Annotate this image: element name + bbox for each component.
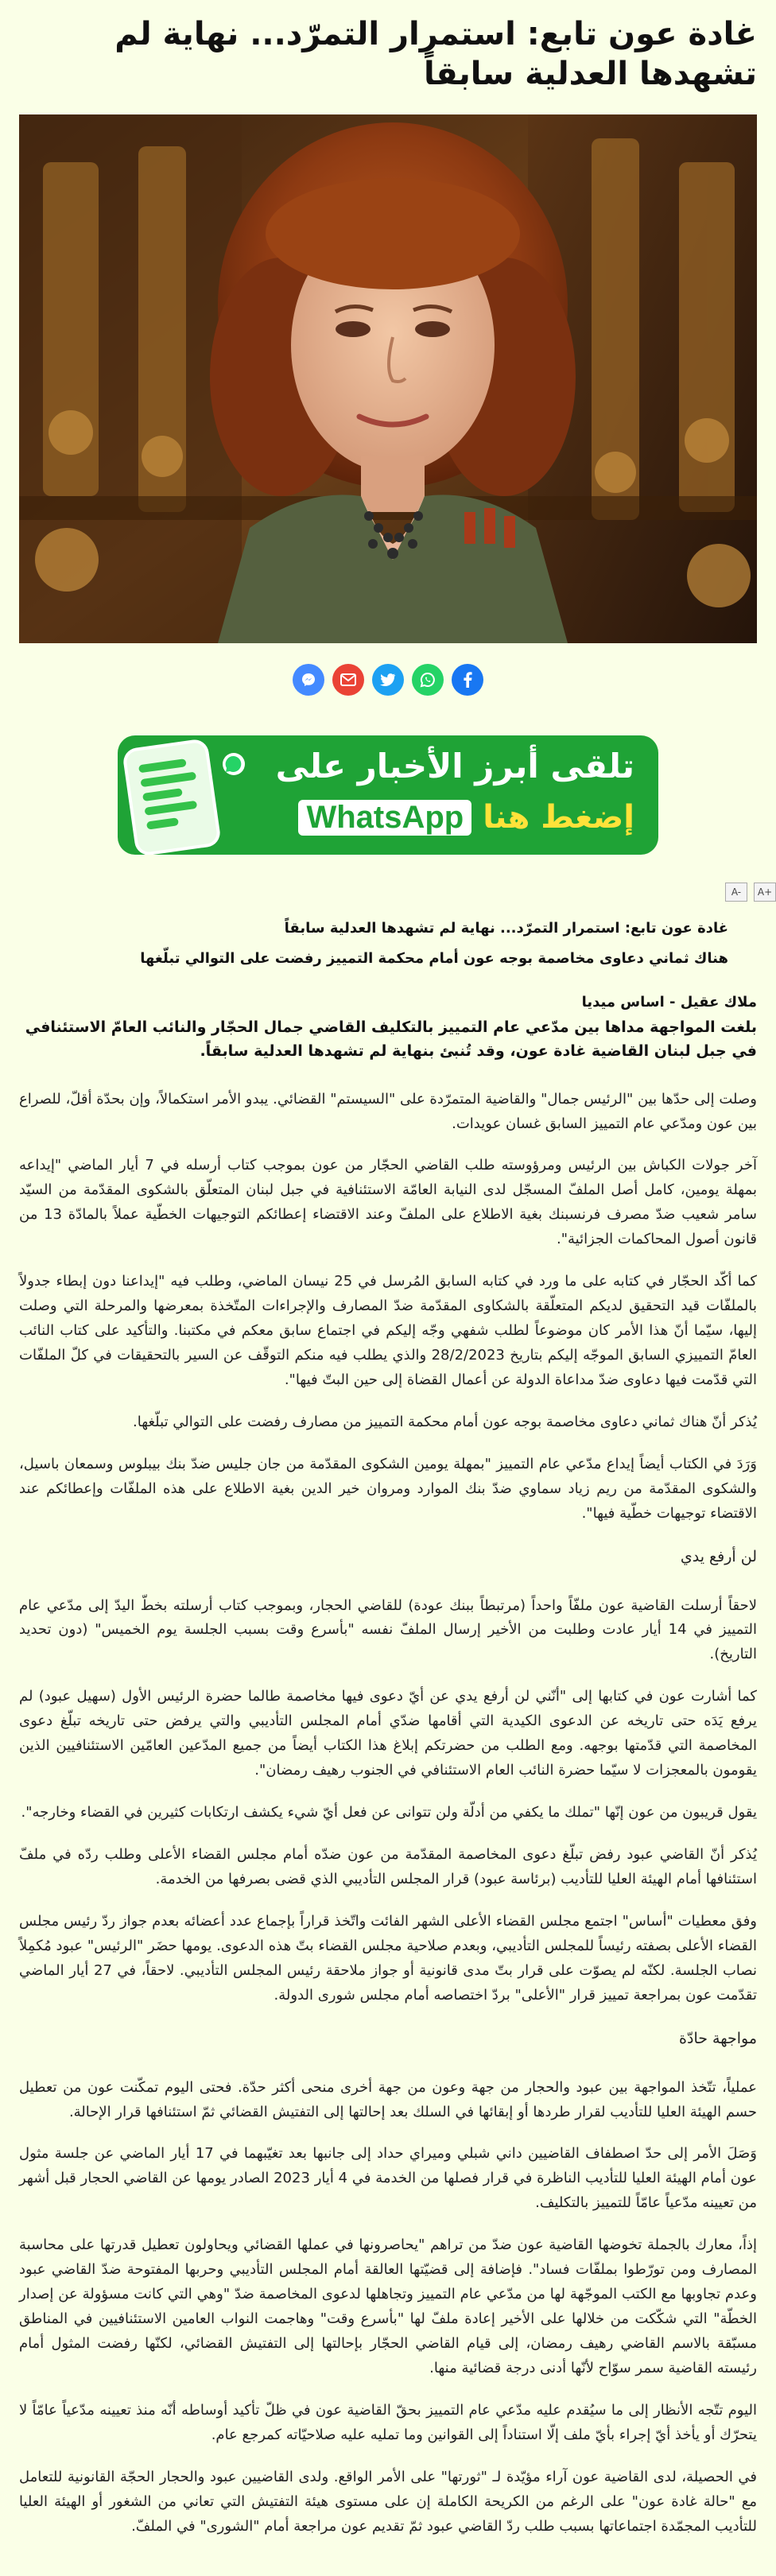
- paragraph: كما أشارت عون في كتابها إلى "أنّني لن أرفع يدي عن أيّ دعوى فيها مخاصمة طالما حضرة الرئيس الأول (سهيل عبود) لم يرفع يَدَه حتى تاريخه عن الدعوى الكيدية التي أقامها ضدّي أمام المجلس التأديبي والتي يرفض حتى تاريخه تبلّغ دعوى المخاصمة التي قدّمتها بوجهه. ومع الطلب من حضرتكم إبلاغ هذا الكتاب أيضاً من جميع المدّعين العامّين الاستئنافيين الذين يقومون بالمعجزات لا سيّما حضرة النائب العام الاستئنافي في الجنوب رهيف رمضان".: [19, 1688, 757, 1779]
- whatsapp-logo-icon: [223, 753, 245, 775]
- messenger-icon[interactable]: [293, 664, 324, 696]
- paragraph: لاحقاً أرسلت القاضية عون ملفّاً واحداً (مرتبطاً ببنك عودة) للقاضي الحجار، وبموجب كتاب أرسلته بخطّ اليدّ إلى مدّعي عام التمييز في 14 أيار عادت وطلبت من الأخير إرسال الملفّ نفسه "بأسرع وقت بسبب الجلسة يوم الخميس" (دون تحديد التاريخ).: [19, 1596, 757, 1663]
- portrait-illustration: [19, 114, 757, 643]
- font-decrease-button[interactable]: A-: [725, 883, 747, 902]
- email-icon[interactable]: [332, 664, 364, 696]
- paragraph: آخر جولات الكباش بين الرئيس ومرؤوسته طلب القاضي الحجّار من عون بموجب كتاب أرسله في 7 أيار الماضي "إيداعه بمهلة يومين، كامل أصل الملفّ المسجّل لدى النيابة العامّة الاستئنافية في جبل لبنان المتعلّق بالشكوى المقدّمة من السيّد سامر شعيب ضدّ مصرف فرنسبنك بغية الاطلاع على الملفّ وعند الاقتضاء إعطائكم التوجيهات الخطّية عملاً بالمادّة 13 من قانون أصول المحاكمات الجزائية".: [19, 1157, 757, 1248]
- twitter-icon[interactable]: [372, 664, 404, 696]
- paragraph: في الحصيلة، لدى القاضية عون آراء مؤيّدة لـ "ثورتها" على الأمر الواقع. ولدى القاضيين عبود والحجار الحجّة القانونية للتعامل مع "حالة غادة عون" على الرغم من الكريحة الكاملة إن على مستوى هيئة التفتيش التي تعاني من الشغور أو الهيئة العليا للتأديب المجمّدة اجتماعاتها بسبب طلب ردّ القاضي عبود ثمّ تقديم عون مراجعة أمام "الشورى" في الملفّ.: [19, 2468, 757, 2535]
- banner-line1: تلقى أبرز الأخبار على: [275, 747, 634, 786]
- font-size-controls: [725, 883, 776, 902]
- banner-cta[interactable]: إضغط هنا: [483, 799, 634, 836]
- section-subheading: لن أرفع يدي: [680, 1547, 757, 1565]
- phone-illustration: [126, 742, 219, 854]
- paragraph: يُذكر أنّ هناك ثماني دعاوى مخاصمة بوجه عون أمام محكمة التمييز من مصارف رفضت على التوالي تبلّغها.: [133, 1414, 757, 1431]
- subtitle-line-1: غادة عون تابع: استمرار التمرّد... نهاية لم تشهدها العدلية سابقاً: [284, 920, 728, 937]
- facebook-icon[interactable]: [452, 664, 483, 696]
- paragraph: اليوم تتّجه الأنظار إلى ما سيُقدم عليه مدّعي عام التمييز بحقّ القاضية عون في ظلّ تأكيد أوساطه أنّه منذ تعيينه مدّعياً عامّاً لا يتحرّك أو يأخذ أيّ إجراء بأيّ ملف إلّا استناداً إلى القوانين وما تمليه عليه صلاحيّاته كمرجع عام.: [19, 2402, 757, 2443]
- share-bar: [0, 664, 776, 696]
- paragraph: عملياً، تتّخذ المواجهة بين عبود والحجار من جهة وعون من جهة أخرى منحى أكثر حدّة. فحتى اليوم تمكّنت عون من تعطيل حسم الهيئة العليا للتأديب لقرار طردها أو إبقائها في السلك بعد إحالتها إلى التفتيش القضائي ثمّ استئنافها قرار الإحالة.: [19, 2078, 757, 2120]
- paragraph: كما أكّد الحجّار في كتابه على ما ورد في كتابه السابق المُرسل في 25 نيسان الماضي، وطلب فيه "إيداعنا دون إبطاء جدولاً بالملفّات قيد التحقيق لديكم المتعلّقة بالشكاوى المقدّمة ضدّ المصارف والإجراءات المتّخذة بمعرضها والمرحلة التي وصلت إليها، سيّما أنّ هذا الأمر كان موضوعاً لطلب شفهي وجّه إليكم في اجتماع سابق معكم في مكتبنا. والتأكيد على كتاب النائب العامّ التمييزي السابق الموجّه إليكم بتاريخ 28/2/2023 والذي يطلب فيه منكم التوقّف عن السير بالتحقيقات في كلّ الملفّات التي قدّمت فيها دعاوى ضدّ مداعاة الدولة عن أعمال القضاة إلى حين البتّ فيها".: [19, 1273, 758, 1389]
- banner-line2: [298, 799, 634, 836]
- article-author: ملاك عقيل - اساس ميديا: [581, 993, 757, 1011]
- article-subtitle: [0, 918, 776, 970]
- font-increase-button[interactable]: A+: [754, 883, 776, 902]
- paragraph: وفق معطيات "أساس" اجتمع مجلس القضاء الأعلى الشهر الفائت واتّخذ قراراً بإجماع عدد أعضائه بعدم جواز ردّ رئيس مجلس القضاء الأعلى بصفته رئيساً للمجلس التأديبي، وبعدم صلاحية مجلس القضاء بتّ هذه الدعوى. يومها حضَر "الرئيس" عبود مُكمِلاً نصاب الجلسة. لكنّه لم يصوّت على قرار بتّ مدى قانونية أو جواز ملاحقة رئيس المجلس التأديبي. لاحقاً، في 27 أيار الماضي تقدّمت عون بمراجعة تمييز قرار "الأعلى" بردّ اختصاصه أمام مجلس شورى الدولة.: [19, 1913, 757, 2004]
- banner-whatsapp-brand: WhatsApp: [298, 800, 471, 836]
- whatsapp-subscribe-banner[interactable]: [118, 735, 658, 855]
- article-body: [0, 1088, 776, 2539]
- paragraph: يُذكر أنّ القاضي عبود رفض تبلّغ دعوى المخاصمة المقدّمة من عون ضدّه أمام مجلس القضاء الأعلى وطلب ردّه في ملفّ استئنافها أمام الهيئة العليا للتأديب (برئاسة عبود) قرار المجلس التأديبي الذي قضى بصرفها من الخدمة.: [19, 1846, 757, 1888]
- paragraph: وصلت إلى حدّها بين "الرئيس جمال" والقاضية المتمرّدة على "السيستم" القضائي. يبدو الأمر استكمالاً، وإن بحدّة أقلّ، للصراع بين عون ومدّعي عام التمييز السابق غسان عويدات.: [19, 1090, 757, 1132]
- article-lead: بلغت المواجهة مداها بين مدّعي عام التمييز بالتكليف القاضي جمال الحجّار والنائب العامّ الاستئنافي في جبل لبنان القاضية غادة عون، وقد تُنبئ بنهاية لم تشهدها العدلية سابقاً.: [25, 1018, 757, 1061]
- subtitle-line-2: هناك ثماني دعاوى مخاصمة بوجه عون أمام محكمة التمييز رفضت على التوالي تبلّغها: [140, 949, 728, 967]
- paragraph: إذاً، معارك بالجملة تخوضها القاضية عون ضدّ من تراهم "يحاصرونها في عملها القضائي ويحاولون تعطيل قدرتها على محاسبة المصارف ومن تورّطوا بملفّات فساد". فإضافة إلى قضيّتها العالقة أمام المجلس التأديبي وحربها المفتوحة ضدّ القاضي عبود وعدم تجاوبها مع الكتب الموجّهة لها من مدّعي عام التمييز وتجاهلها لدعوى المخاصمة ضدّ "وهي التي كانت مسؤولة عن إصدار الخطّة" التي شكّكت من خلالها على الأخير إعادة ملفّ لها "بأسرع وقت" وهاجمت النواب العامين الاستئنافيين في المناطق مسبّقة بالاسم القاضي رهيف رمضان، إلى قيام القاضي الحجّار بإحالتها إلى التفتيش القضائي، لكنّها رفضت المثول أمام رئيسته القاضية سمر سوّاح لأنّها أدنى درجة قضائية منها.: [19, 2237, 757, 2377]
- whatsapp-icon[interactable]: [412, 664, 444, 696]
- section-subheading: مواجهة حادّة: [679, 2029, 757, 2047]
- article-hero-image: [19, 114, 757, 643]
- paragraph: وَرَدَ في الكتاب أيضاً إيداع مدّعي عام التمييز "بمهلة يومين الشكوى المقدّمة من جان جليس ضدّ بنك بيبلوس وسمعان باسيل، والشكوى المقدّمة من ريم زياد سماوي ضدّ بنك الموارد ومروان خير الدين بغية الاطلاع على هذه الملفّات وإعطائكم عند الاقتضاء توجيهات خطّية فيها".: [19, 1456, 757, 1522]
- paragraph: يقول قريبون من عون إنّها "تملك ما يكفي من أدلّة ولن تتوانى عن فعل أيّ شيء يكشف ارتكابات كثيرين في القضاء وخارجه".: [21, 1804, 757, 1821]
- article-headline: غادة عون تابع: استمرار التمرّد... نهاية لم تشهدها العدلية سابقاً: [114, 16, 757, 92]
- paragraph: وَصَلَ الأمر إلى حدّ اصطفاف القاضيين داني شبلي وميراي حداد إلى جانبها بعد تغيّبهما في 17 أيار الماضي عن جلسة مثول عون أمام الهيئة العليا للتأديب الناظرة في قرار فصلها من الخدمة في 4 أيار 2023 الصادر يومها عن القاضي الحجار قبل أشهر من تعيينه مدّعياً عامّاً للتمييز بالتكليف.: [19, 2145, 757, 2212]
